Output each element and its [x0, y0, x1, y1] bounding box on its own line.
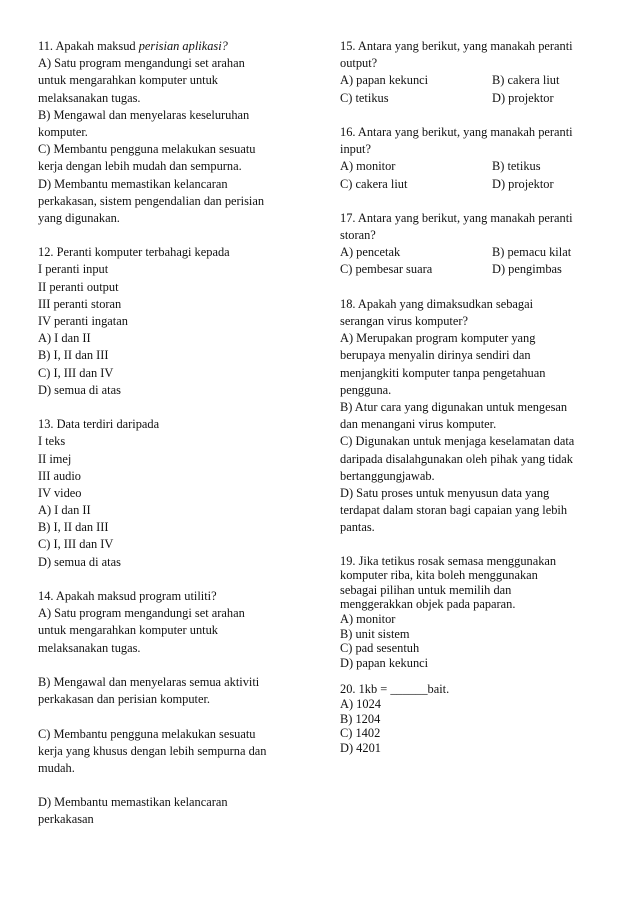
option-a: A) monitor: [340, 159, 396, 174]
option-line: yang digunakan.: [38, 210, 120, 225]
option-line: B) I, II dan III: [38, 348, 109, 363]
question-14-stem: 14. Apakah maksud program utiliti?: [38, 589, 217, 603]
option-b: B) cakera liut: [492, 73, 560, 88]
question-15-stem-cont: output?: [340, 56, 378, 71]
item-line: I teks: [38, 434, 66, 449]
option-line: komputer.: [38, 124, 88, 139]
option-line: bertanggungjawab.: [340, 468, 435, 483]
question-19-stem-cont: menggerakkan objek pada paparan.: [340, 597, 516, 612]
option-row: [340, 158, 602, 175]
option-line: melaksanakan tugas.: [38, 90, 141, 105]
item-line: II peranti output: [38, 279, 119, 294]
question-19-stem-cont: sebagai pilihan untuk memilih dan: [340, 582, 512, 597]
option-line: B) Atur cara yang digunakan untuk mengesan: [340, 399, 568, 414]
question-16-stem: 16. Antara yang berikut, yang manakah peranti: [340, 124, 573, 139]
option-line: perkakasan: [38, 812, 94, 827]
option-row: [340, 176, 602, 193]
option-b: B) pemacu kilat: [492, 245, 572, 260]
question-15-stem: 15. Antara yang berikut, yang manakah peranti: [340, 39, 573, 53]
option-line: C) pad sesentuh: [340, 641, 420, 656]
option-line: D) Membantu memastikan kelancaran: [38, 795, 228, 810]
option-b: B) tetikus: [492, 159, 541, 174]
option-line: D) Satu proses untuk menyusun data yang: [340, 485, 550, 500]
question-17-stem: 17. Antara yang berikut, yang manakah peranti: [340, 210, 573, 225]
option-line: B) Mengawal dan menyelaras semua aktiviti: [38, 674, 260, 689]
option-line: perkakasan, sistem pengendalian dan perisian: [38, 193, 265, 208]
option-line: menjangkiti komputer tanpa pengetahuan: [340, 365, 546, 380]
question-11-italic-term: perisian aplikasi?: [138, 39, 228, 53]
question-20: [340, 682, 602, 755]
option-line: B) 1204: [340, 711, 381, 726]
option-line: daripada disalahgunakan oleh pihak yang tidak: [340, 451, 573, 466]
question-11: [38, 38, 300, 227]
right-column: [340, 38, 602, 755]
option-line: untuk mengarahkan komputer untuk: [38, 73, 218, 88]
option-a: A) papan kekunci: [340, 73, 429, 88]
option-line: B) I, II dan III: [38, 520, 109, 535]
option-line: pengguna.: [340, 382, 392, 397]
option-line: D) 4201: [340, 740, 381, 755]
option-c: C) cakera liut: [340, 176, 408, 191]
question-12: [38, 244, 300, 399]
question-12-stem: 12. Peranti komputer terbahagi kepada: [38, 245, 230, 260]
question-17-stem-cont: storan?: [340, 228, 376, 243]
question-17: [340, 210, 602, 279]
option-line: C) Membantu pengguna melakukan sesuatu: [38, 726, 256, 741]
option-line: B) unit sistem: [340, 626, 410, 641]
option-line: terdapat dalam storan bagi capaian yang lebih: [340, 503, 568, 518]
option-line: C) Digunakan untuk menjaga keselamatan data: [340, 434, 575, 449]
question-13: [38, 416, 300, 571]
option-line: C) I, III dan IV: [38, 365, 114, 380]
question-20-stem: 20. 1kb = ______bait.: [340, 682, 450, 697]
option-line: dan menangani virus komputer.: [340, 417, 497, 432]
item-line: II imej: [38, 451, 72, 466]
question-16-stem-cont: input?: [340, 142, 371, 157]
option-row: [340, 90, 602, 107]
left-column: [38, 38, 300, 829]
item-line: III peranti storan: [38, 296, 122, 311]
option-line: A) Satu program mengandungi set arahan: [38, 56, 245, 71]
option-d: D) pengimbas: [492, 262, 562, 277]
option-line: A) I dan II: [38, 503, 91, 518]
question-18: [340, 296, 602, 537]
item-line: IV peranti ingatan: [38, 314, 128, 328]
option-a: A) pencetak: [340, 245, 401, 260]
option-line: pantas.: [340, 520, 375, 535]
question-16: [340, 124, 602, 193]
question-18-stem: 18. Apakah yang dimaksudkan sebagai: [340, 296, 534, 311]
option-row: [340, 244, 602, 261]
option-row: [340, 261, 602, 278]
item-line: III audio: [38, 468, 82, 483]
option-line: A) 1024: [340, 696, 381, 711]
question-14: [38, 588, 300, 829]
option-line: A) Satu program mengandungi set arahan: [38, 606, 245, 621]
option-line: untuk mengarahkan komputer untuk: [38, 623, 218, 638]
option-line: C) I, III dan IV: [38, 537, 114, 552]
question-19: [340, 554, 602, 671]
option-line: mudah.: [38, 760, 75, 775]
question-13-stem: 13. Data terdiri daripada: [38, 417, 160, 432]
option-line: A) I dan II: [38, 331, 91, 346]
option-c: C) tetikus: [340, 90, 389, 105]
item-line: I peranti input: [38, 262, 109, 277]
option-line: D) Membantu memastikan kelancaran: [38, 176, 228, 191]
option-line: B) Mengawal dan menyelaras keseluruhan: [38, 107, 250, 122]
option-row: [340, 72, 602, 89]
option-line: berupaya menyalin dirinya sendiri dan: [340, 348, 531, 363]
question-11-stem: 11. Apakah maksud perisian aplikasi?: [38, 39, 228, 53]
option-line: D) papan kekunci: [340, 655, 429, 670]
option-line: A) monitor: [340, 612, 396, 626]
item-line: IV video: [38, 485, 82, 500]
option-line: D) semua di atas: [38, 554, 121, 569]
option-line: C) 1402: [340, 726, 381, 741]
question-18-stem-cont: serangan virus komputer?: [340, 314, 468, 328]
question-15: [340, 38, 602, 107]
option-line: C) Membantu pengguna melakukan sesuatu: [38, 142, 256, 157]
option-line: A) Merupakan program komputer yang: [340, 331, 536, 346]
option-line: melaksanakan tugas.: [38, 640, 141, 655]
question-19-stem-cont: komputer riba, kita boleh menggunakan: [340, 568, 538, 583]
option-d: D) projektor: [492, 90, 554, 105]
option-line: D) semua di atas: [38, 382, 121, 397]
option-line: perkakasan dan perisian komputer.: [38, 692, 211, 707]
question-19-stem: 19. Jika tetikus rosak semasa menggunakan: [340, 553, 557, 568]
option-c: C) pembesar suara: [340, 262, 433, 277]
option-line: kerja yang khusus dengan lebih sempurna dan: [38, 743, 267, 758]
option-line: kerja dengan lebih mudah dan sempurna.: [38, 159, 242, 174]
option-d: D) projektor: [492, 176, 554, 191]
